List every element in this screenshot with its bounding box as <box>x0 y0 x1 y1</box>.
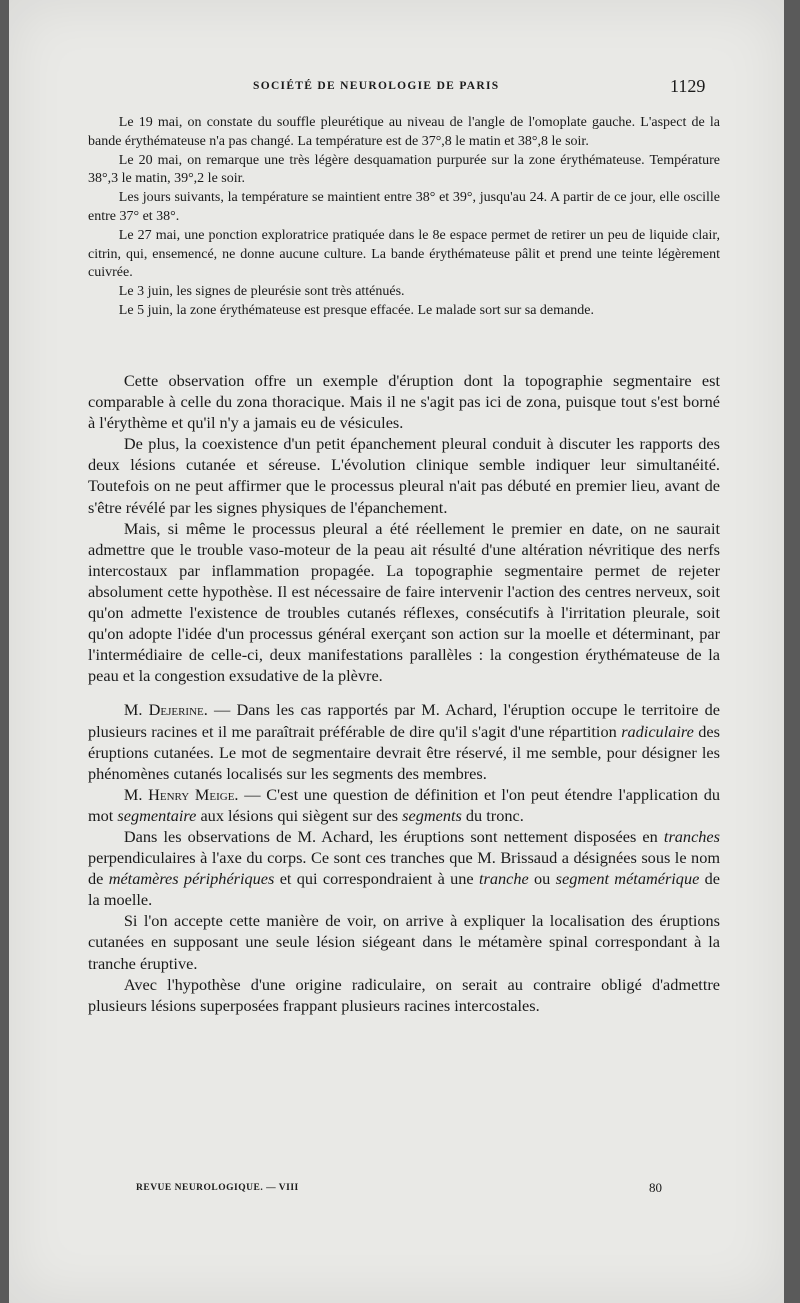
case-paragraph: Le 5 juin, la zone érythémateuse est presque effacée. Le malade sort sur sa demande. <box>118 302 594 318</box>
case-paragraph: Le 3 juin, les signes de pleurésie sont très atténués. <box>118 284 405 300</box>
journal-line: REVUE NEUROLOGIQUE. — VIII <box>136 1183 299 1193</box>
speaker-dejerine: M. Dejerine. <box>123 700 208 720</box>
running-title: SOCIÉTÉ DE NEUROLOGIE DE PARIS <box>253 80 500 92</box>
case-paragraph: Le 27 mai, une ponction exploratrice pratiquée dans le 8e espace permet de retirer un peu de liquide clair, citrin, qui, ensemencé, ne donne aucune culture. La bande érythémateuse pâlit et prend une teinte légèrement cuivrée. <box>88 227 720 281</box>
case-report <box>88 114 720 321</box>
case-paragraph: Le 20 mai, on remarque une très légère desquamation purpurée sur la zone érythémateuse. Température 38°,3 le matin, 39°,2 le soir. <box>88 152 720 187</box>
running-head <box>9 78 784 98</box>
page-number: 1129 <box>670 76 706 96</box>
paragraph: Cette observation offre un exemple d'éruption dont la topographie segmentaire est comparable à celle du zona thoracique. Mais il ne s'agit pas ici de zona, puisque tout s'est borné à l'érythème et qu'il n'y a jamais eu de vésicules. <box>88 371 720 433</box>
footer <box>9 1180 784 1200</box>
paragraph: De plus, la coexistence d'un petit épanchement pleural conduit à discuter les rapports des deux lésions cutanée et séreuse. L'évolution clinique semble indiquer leur simultanéité. Toutefois on ne peut affirmer que le processus pleural n'ait pas débuté en premier lieu, avant de s'être révélé par les signes physiques de l'épanchement. <box>88 434 720 517</box>
dejerine-remark: M. Dejerine. — Dans les cas rapportés par M. Achard, l'éruption occupe le territoire de plusieurs racines et il me paraîtrait préférable de dire qu'il s'agit d'une répartition radiculaire des éruptions cutanées. Le mot de segmentaire devrait être réservé, il me semble, pour désigner les phénomènes cutanés localisés sur les segments des membres. <box>88 700 720 783</box>
discussion <box>88 370 720 1016</box>
speaker-meige: M. Henry Meige. <box>123 784 239 804</box>
case-paragraph: Le 19 mai, on constate du souffle pleurétique au niveau de l'angle de l'omoplate gauche. L'aspect de la bande érythémateuse n'a pas changé. La température est de 37°,8 le matin et 38°,8 le soir. <box>88 115 720 149</box>
paragraph: Avec l'hypothèse d'une origine radiculaire, on serait au contraire obligé d'admettre plusieurs lésions superposées frappant plusieurs racines intercostales. <box>88 974 720 1015</box>
paragraph: Si l'on accepte cette manière de voir, on arrive à expliquer la localisation des éruptions cutanées en supposant une seule lésion siégeant dans le métamère spinal correspondant à la tranche éruptive. <box>88 911 720 973</box>
paragraph: Mais, si même le processus pleural a été réellement le premier en date, on ne saurait admettre que le trouble vaso-moteur de la peau ait résulté d'une altération névritique des nerfs intercostaux par inflammation propagée. La topographie segmentaire permet de rejeter absolument cette hypothèse. Il est nécessaire de faire intervenir l'action des centres nerveux, soit qu'on admette l'existence de troubles cutanés réflexes, consécutifs à l'irritation pleurale, soit qu'on adopte l'idée d'un processus général exerçant son action sur la moelle et déterminant, par l'intermédiaire de celle-ci, deux manifestations parallèles : la congestion érythémateuse de la peau et la congestion exsudative de la plèvre. <box>88 518 720 686</box>
paragraph: Dans les observations de M. Achard, les éruptions sont nettement disposées en tranches perpendiculaires à l'axe du corps. Ce sont ces tranches que M. Brissaud a désignées sous le nom de métamères périphériques et qui correspondraient à une tranche ou segment métamérique de la moelle. <box>88 826 720 910</box>
case-paragraph: Les jours suivants, la température se maintient entre 38° et 39°, jusqu'au 24. A partir de ce jour, elle oscille entre 37° et 38°. <box>88 190 720 224</box>
signature-mark: 80 <box>649 1180 662 1195</box>
meige-remark: M. Henry Meige. — C'est une question de définition et l'on peut étendre l'application du mot segmentaire aux lésions qui siègent sur des segments du tronc. <box>88 784 721 825</box>
page <box>9 0 784 1303</box>
